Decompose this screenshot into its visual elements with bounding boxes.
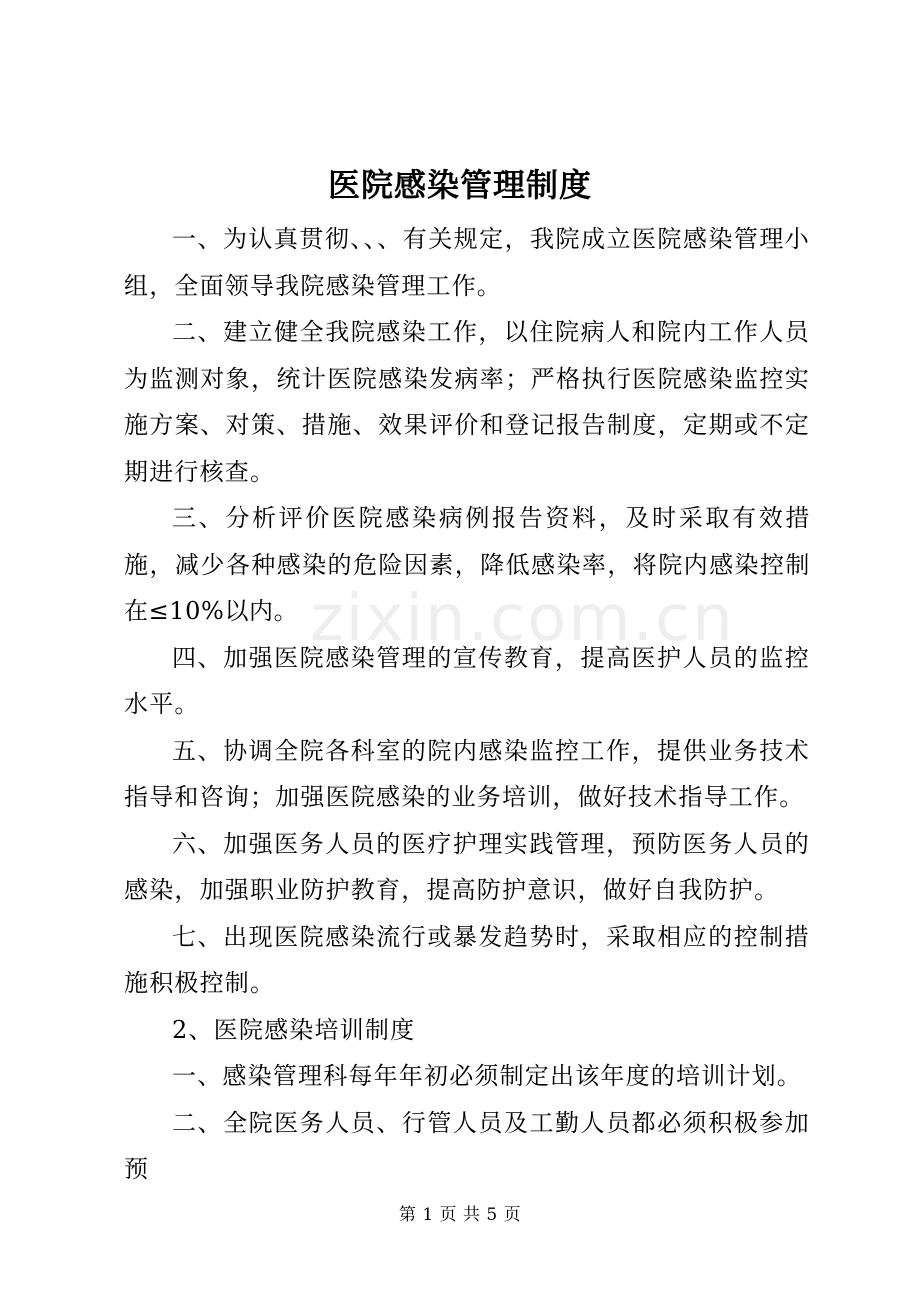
paragraph-6: 六、加强医务人员的医疗护理实践管理，预防医务人员的感染，加强职业防护教育，提高防护意识，做好自我防护。 bbox=[124, 829, 810, 904]
paragraph-7: 七、出现医院感染流行或暴发趋势时，采取相应的控制措施积极控制。 bbox=[124, 922, 810, 997]
paragraph-2: 二、建立健全我院感染工作，以住院病人和院内工作人员为监测对象，统计医院感染发病率；严格执行医院感染监控实施方案、对策、措施、效果评价和登记报告制度，定期或不定期进行核查。 bbox=[124, 318, 810, 486]
paragraph-3: 三、分析评价医院感染病例报告资料，及时采取有效措施，减少各种感染的危险因素，降低感染率，将院内感染控制在≤10%以内。 bbox=[124, 504, 810, 625]
document-title: 医院感染管理制度 bbox=[327, 166, 592, 204]
document-body bbox=[124, 216, 810, 1193]
paragraph-8: 一、感染管理科每年年初必须制定出该年度的培训计划。 bbox=[172, 1062, 802, 1090]
paragraph-1: 一、为认真贯彻、、、有关规定，我院成立医院感染管理小组，全面领导我院感染管理工作。 bbox=[124, 225, 810, 300]
watermark: zixin.com.cn bbox=[310, 582, 735, 656]
section-heading: 2、医院感染培训制度 bbox=[172, 1015, 416, 1044]
paragraph-9: 二、全院医务人员、行管人员及工勤人员都必须积极参加预 bbox=[124, 1108, 810, 1183]
page-footer: 第 1 页 共 5 页 bbox=[398, 1205, 522, 1225]
paragraph-5: 五、协调全院各科室的院内感染监控工作，提供业务技术指导和咨询；加强医院感染的业务培训，做好技术指导工作。 bbox=[124, 736, 810, 811]
paragraph-4: 四、加强医院感染管理的宣传教育，提高医护人员的监控水平。 bbox=[124, 643, 810, 718]
